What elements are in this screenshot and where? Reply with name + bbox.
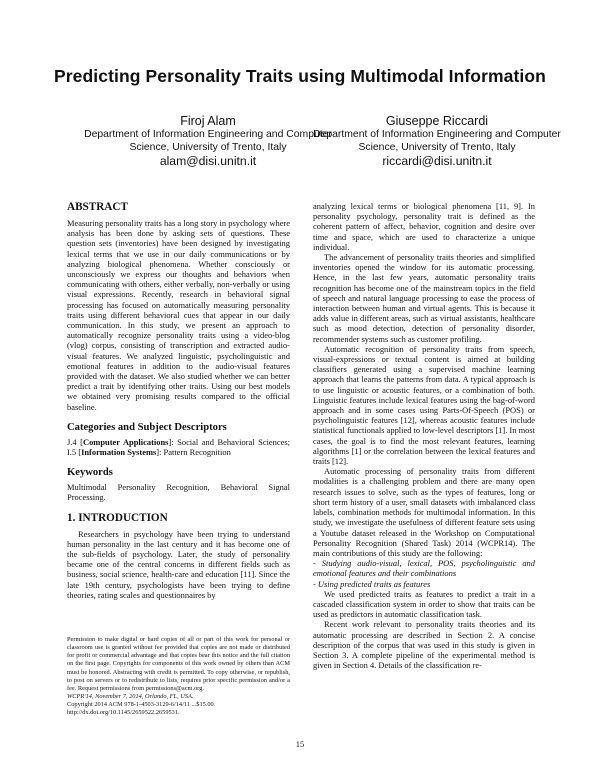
- author-email: riccardi@disi.unitn.it: [382, 154, 492, 168]
- body-paragraph: We used predicted traits as features to predict a trait in a cascaded classification system in order to show that traits can be used as predictors in automatic classification task.: [313, 588, 535, 620]
- right-column: [313, 201, 535, 670]
- categories-heading: Categories and Subject Descriptors: [67, 421, 227, 433]
- contribution-bullet: - Using predicted traits as features: [313, 578, 431, 589]
- abstract-heading: ABSTRACT: [67, 201, 128, 213]
- intro-paragraph: Researchers in psychology have been trying to understand human personality in the last century and it has become one of the sub-fields of psychology. Later, the study of personality became one of the central concerns in different fields such as business, social science, health-care and education [11]. Since the late 19th century, psychologists have been trying to define theories, rating scales and questionnaires by: [67, 528, 290, 600]
- category-term: Computer Applications: [82, 436, 169, 447]
- body-paragraph: Recent work relevant to personality traits theories and its automatic processing are described in Section 2. A concise description of the corpus that was used in this study is given in Section 3. A complete pipeline of the experimental method is given in Section 4. Details of the classification re-: [313, 619, 535, 671]
- category-term: Information Systems: [81, 447, 157, 458]
- author-affiliation: Department of Information Engineering and Computer Science, University of Trento, Italy: [84, 129, 332, 153]
- abstract-text: Measuring personality traits has a long story in psychology where analysis has been done by asking sets of questions. These question sets (inventories) have been designed by investigating lexical terms that we use in our daily communications or by analyzing biological phenomena. Whether consciously or unconsciously we express our thoughts and behaviors when communicating with others, either verbally, non-verbally or using visual expressions. Recently, research in behavioral signal processing has focused on automatically measuring personality traits using different behavioral cues that appear in our daily communication. In this study, we present an approach to automatically recognize personality traits using a video-blog (vlog) corpus, consisting of transcription and extracted audio-visual features. We analyzed linguistic, psycholinguistic and emotional features in addition to the audio-visual features provided with the dataset. We also studied whether we can better predict a trait by identifying other traits. Using our best models we obtained very promising results compared to the official baseline.: [67, 218, 290, 412]
- body-paragraph: Automatic recognition of personality traits from speech, visual-expressions or textual content is aimed at building classifiers generated using a supervised machine learning approach that learns the patterns from data. A typical approach is to use linguistic or acoustic features, or a combination of both. Linguistic features include lexical features using the bag-of-word approach and in some cases using Parts-Of-Speech (POS) or psycholinguistic features [12], whereas acoustic features include statistical functionals applied to low-level descriptors [1]. In most cases, the goal is to find the most relevant features, learning algorithms [1] or the correlation between the lexical features and traits [12].: [313, 343, 535, 467]
- body-paragraph: Automatic processing of personality traits from different modalities is a challenging problem and there are many open research issues to solve, such as the types of features, long or short term history of a user, small datasets with imbalanced class labels, combination methods for multimodal information. In this study, we investigate the usefulness of different feature sets using a Youtube dataset released in the Workshop on Computational Personality Recognition (Shared Task) 2014 (WCPR14). The main contributions of this study are the following:: [313, 466, 535, 558]
- keywords-text: Multimodal Personality Recognition, Behavioral Signal Processing.: [67, 482, 290, 503]
- doi-line: http://dx.doi.org/10.1145/2659522.2659531.: [67, 709, 180, 717]
- body-paragraph: analyzing lexical terms or biological phenomena [11, 9]. In personality psychology, personality trait is defined as the coherent pattern of affect, behavior, cognition and desire over time and space, which are used to characterize a unique individual.: [313, 201, 535, 252]
- author-affiliation: Department of Information Engineering and Computer Science, University of Trento, Italy: [313, 129, 561, 153]
- keywords-heading: Keywords: [67, 467, 113, 479]
- introduction-heading: 1. INTRODUCTION: [67, 511, 168, 524]
- page-number: 15: [295, 739, 305, 749]
- category-rest: ]: Pattern Recognition: [156, 447, 231, 458]
- permission-block: [67, 636, 290, 718]
- author-email: alam@disi.unitn.it: [159, 154, 257, 168]
- left-column: [67, 201, 290, 600]
- author-name: Giuseppe Riccardi: [385, 114, 489, 128]
- venue-line: WCPR'14, November 7, 2014, Orlando, FL, USA.: [67, 693, 194, 701]
- author-block-2: [302, 114, 572, 168]
- paper-title: Predicting Personality Traits using Multimodal Information: [54, 66, 546, 86]
- permission-text: Permission to make digital or hard copies of all or part of this work for personal or classroom use is granted without fee provided that copies are not made or distributed for profit or commercial advantage and that copies bear this notice and the full citation on the first page. Copyrights for components of this work owned by others than ACM must be honored. Abstracting with credit is permitted. To copy otherwise, or republish, to post on servers or to redistribute to lists, requires prior specific permission and/or a fee. Request permissions from permissions@acm.org.: [67, 636, 290, 692]
- body-paragraph: The advancement of personality traits theories and simplified inventories opened the window for its automatic processing. Hence, in the last few years, automatic personality traits recognition has become one of the mainstream topics in the field of speech and natural language processing to ease the process of interaction between human and virtual agents. This is because it adds value in different areas, such as virtual assistants, healthcare such as mood detection, detection of personality disorder, recommender systems such as customer profiling.: [313, 252, 535, 344]
- category-rest: ]: Social and Behavioral Sciences; I.5 [: [67, 436, 290, 458]
- categories-text: [67, 437, 290, 457]
- copyright-line: Copyright 2014 ACM 978-1-4503-3129-6/14/11 ...$15.00.: [67, 701, 216, 709]
- contribution-bullet: - Studying audio-visual, lexical, POS, psycholinguistic and emotional features and their combinations: [313, 558, 535, 579]
- author-name: Firoj Alam: [180, 114, 236, 128]
- category-code: J.4 [: [67, 436, 83, 447]
